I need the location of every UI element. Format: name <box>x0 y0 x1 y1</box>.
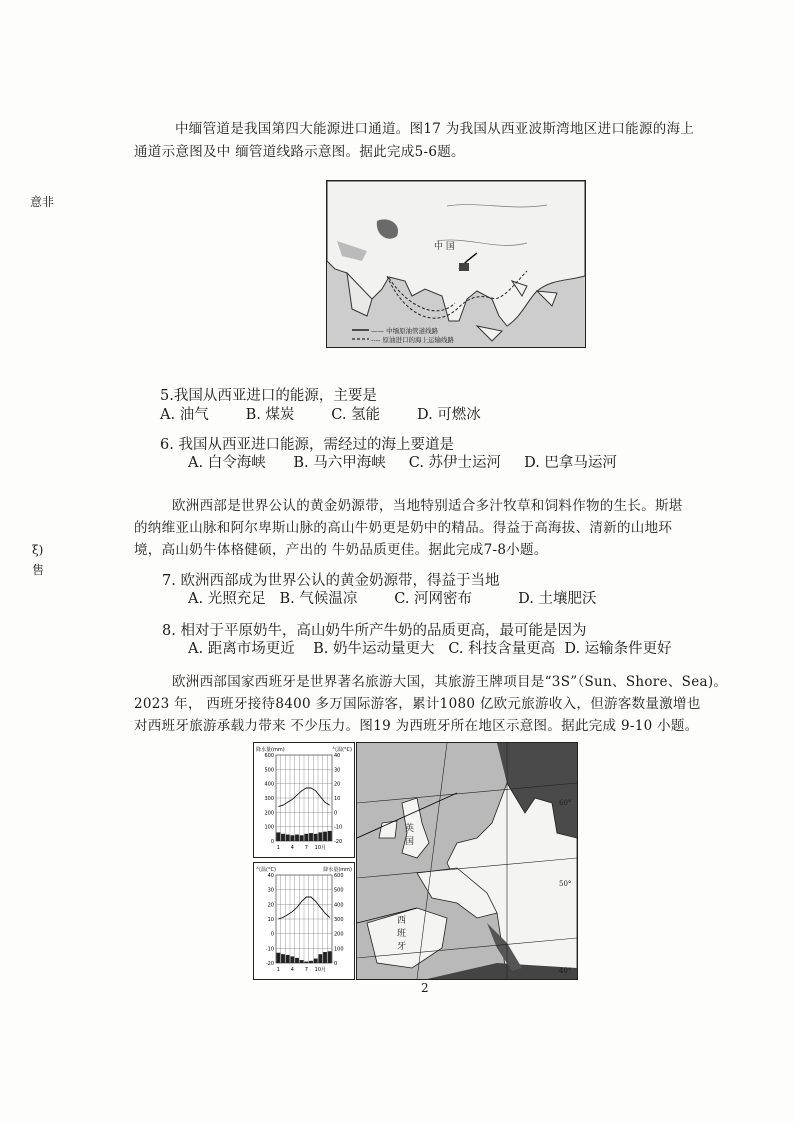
axis-header-left: 气温(°C) <box>256 867 276 873</box>
y-tick-left: 300 <box>264 796 274 802</box>
intro3-line2: 2023 年， 西班牙接待8400 多万国际游客，累计1080 亿欧元旅游收入，但游客数量激增也 <box>134 696 701 712</box>
precip-bar <box>276 832 280 841</box>
intro2-line2: 的纳维亚山脉和阿尔卑斯山脉的高山牛奶更是奶中的精品。得益于高海拔、清新的山地环 <box>134 520 673 536</box>
y-tick-right: 600 <box>334 873 344 879</box>
margin-note-top: 意非 <box>30 195 55 209</box>
question-7-stem: 7. 欧洲西部成为世界公认的黄金奶源带，得益于当地 <box>162 573 500 589</box>
y-tick-left: -20 <box>265 961 274 967</box>
x-tick: 7 <box>304 967 308 973</box>
intro1-line1: 中缅管道是我国第四大能源进口通道。图17 为我国从西亚波斯湾地区进口能源的海上 <box>175 121 695 137</box>
y-tick-right: -10 <box>334 824 343 831</box>
intro3-line1: 欧洲西部国家西班牙是世界著名旅游大国，其旅游王牌项目是“3S”（Sun、Shore、Sea)。 <box>172 674 728 690</box>
precip-bar <box>323 832 327 841</box>
y-tick-right: -20 <box>334 839 343 845</box>
intro1-line2: 通道示意图及中 缅管道线路示意图。据此完成5-6题。 <box>134 144 465 160</box>
axis-header-right: 降水量(mm) <box>323 867 352 873</box>
y-tick-left: 10 <box>267 917 274 923</box>
map2-lat-60: 60° <box>559 799 572 807</box>
margin-note-mid1: ξ) <box>32 543 44 557</box>
y-tick-right: 100 <box>334 946 344 953</box>
y-tick-right: 40 <box>334 753 341 759</box>
climate-chart-2 <box>253 862 355 980</box>
intro2-line1: 欧洲西部是世界公认的黄金奶源带，当地特别适合多汁牧草和饲料作物的生长。斯堪 <box>172 498 683 514</box>
y-tick-left: 40 <box>267 873 274 879</box>
precip-bar <box>290 835 294 841</box>
map1-legend-pipeline: —— 中缅原油管道线路 <box>371 327 439 335</box>
y-tick-left: 100 <box>264 824 274 831</box>
map2-svg <box>357 743 577 979</box>
precip-bar <box>304 834 308 841</box>
axis-header-left: 降水量(mm) <box>256 747 285 753</box>
precip-bar <box>295 835 299 841</box>
x-tick: 10月 <box>314 967 327 973</box>
x-tick: 10月 <box>314 845 327 851</box>
precip-bar <box>328 831 332 841</box>
question-6-stem: 6. 我国从西亚进口能源，需经过的海上要道是 <box>160 437 454 453</box>
y-tick-left: 500 <box>264 767 274 774</box>
question-5-options: A. 油气 B. 煤炭 C. 氢能 D. 可燃冰 <box>160 407 481 423</box>
precip-bar <box>304 962 308 963</box>
y-tick-left: 400 <box>264 781 274 788</box>
precip-bar <box>314 834 318 841</box>
y-tick-right: 10 <box>334 796 341 802</box>
intro2-line3: 境，高山奶牛体格健硕，产出的 牛奶品质更佳。据此完成7-8小题。 <box>134 542 548 558</box>
y-tick-left: 20 <box>267 902 274 909</box>
y-tick-right: 0 <box>334 961 338 967</box>
precip-bar <box>323 952 327 963</box>
climate-chart-2-svg <box>254 863 354 979</box>
y-tick-right: 200 <box>334 931 344 938</box>
precip-bar <box>295 958 299 963</box>
map2-label-spain: 西 班 牙 <box>397 916 407 952</box>
y-tick-left: 0 <box>270 839 274 845</box>
margin-note-mid2: 售 <box>32 563 45 577</box>
question-7-options: A. 光照充足 B. 气候温凉 C. 河网密布 D. 土壤肥沃 <box>188 591 597 607</box>
precip-bar <box>309 961 313 963</box>
x-tick: 7 <box>304 845 308 851</box>
y-tick-right: 30 <box>334 767 341 774</box>
map1-legend-sea-route: ---- 原油进口的海上运输线路 <box>371 336 454 344</box>
x-tick: 4 <box>290 967 294 973</box>
map2-label-uk: 英 国 <box>405 824 415 847</box>
precip-bar <box>281 834 285 841</box>
figure-17-map <box>326 180 586 348</box>
map1-svg <box>327 181 585 347</box>
map2-lat-40: 40° <box>559 967 572 975</box>
precip-bar <box>300 960 304 963</box>
precip-bar <box>328 951 332 963</box>
map2-lat-50: 50° <box>559 880 572 888</box>
question-6-options: A. 白令海峡 B. 马六甲海峡 C. 苏伊士运河 D. 巴拿马运河 <box>188 455 617 471</box>
map1-label-china: 中 国 <box>434 242 455 252</box>
intro3-line3: 对西班牙旅游承载力带来 不少压力。图19 为西班牙所在地区示意图。据此完成 9-10 小题。 <box>134 718 699 734</box>
y-tick-right: 400 <box>334 902 344 909</box>
precip-bar <box>300 835 304 841</box>
climate-chart-1 <box>253 742 355 858</box>
x-tick: 1 <box>276 967 280 973</box>
axis-header-right: 气温(°C) <box>332 747 352 753</box>
precip-bar <box>286 835 290 841</box>
y-tick-left: -10 <box>265 946 274 953</box>
y-tick-right: 0 <box>334 810 338 817</box>
question-8-options: A. 距离市场更近 B. 奶牛运动量更大 C. 科技含量更高 D. 运输条件更好 <box>188 641 672 657</box>
precip-bar <box>286 955 290 963</box>
question-8-stem: 8. 相对于平原奶牛，高山奶牛所产牛奶的品质更高，最可能是因为 <box>162 623 587 639</box>
precip-bar <box>314 959 318 963</box>
precip-bar <box>290 956 294 963</box>
y-tick-right: 300 <box>334 917 344 923</box>
precip-bar <box>318 954 322 963</box>
precip-bar <box>309 833 313 841</box>
figure-19-map <box>356 742 578 980</box>
y-tick-left: 200 <box>264 810 274 817</box>
y-tick-left: 0 <box>270 931 274 938</box>
y-tick-left: 600 <box>264 753 274 759</box>
y-tick-left: 30 <box>267 887 274 894</box>
question-5-stem: 5.我国从西亚进口的能源，主要是 <box>160 388 377 404</box>
page-number: 2 <box>421 981 429 995</box>
precip-bar <box>318 832 322 841</box>
climate-chart-1-svg <box>254 743 354 857</box>
precip-bar <box>281 954 285 963</box>
y-tick-right: 500 <box>334 887 344 894</box>
x-tick: 1 <box>276 845 280 851</box>
x-tick: 4 <box>290 845 294 851</box>
precip-bar <box>276 953 280 963</box>
y-tick-right: 20 <box>334 781 341 788</box>
